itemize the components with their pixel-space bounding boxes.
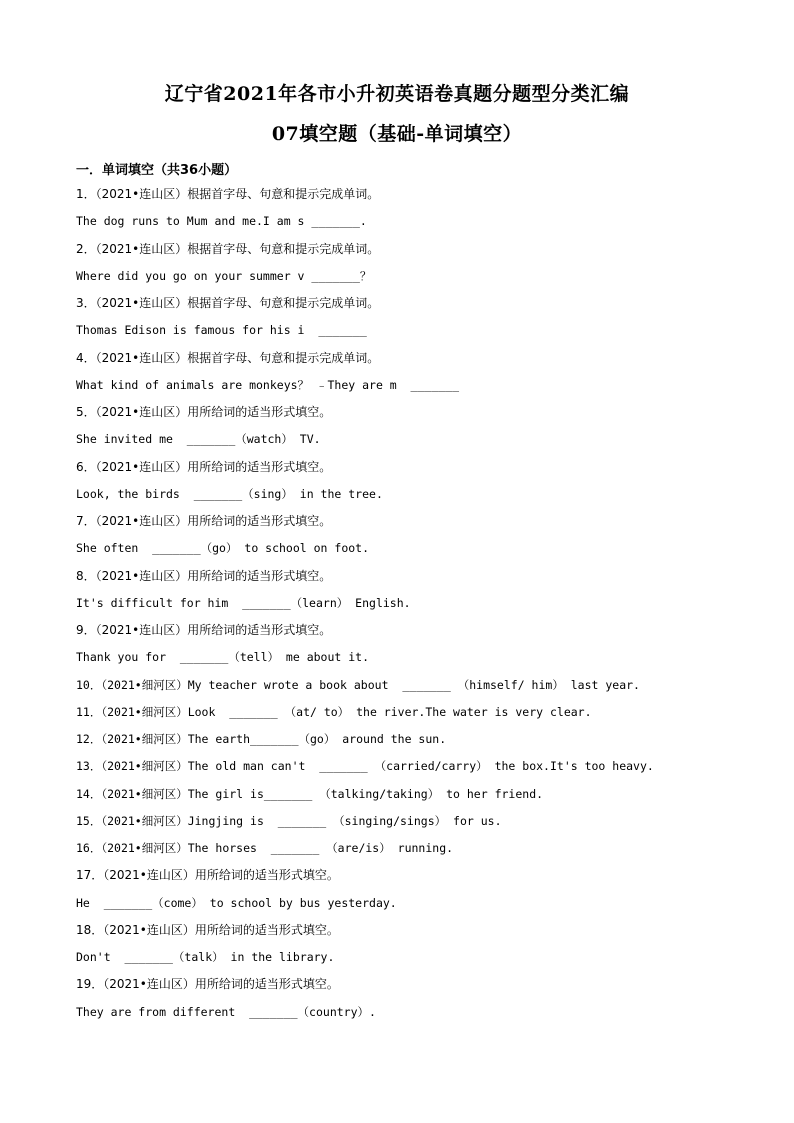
question-sentence: What kind of animals are monkeys？ ﹣They are m _______ [76,377,460,392]
question-prompt: 8．（2021•连山区）用所给词的适当形式填空。 [76,568,332,583]
question-prompt: 2．（2021•连山区）根据首字母、句意和提示完成单词。 [76,241,380,256]
document-title: 辽宁省2021年各市小升初英语卷真题分题型分类汇编 [164,83,630,105]
question-sentence: 14．（2021•细河区）The girl is_______ （talking/taking） to her friend. [76,786,544,801]
question-sentence: Thank you for _______（tell） me about it. [76,650,370,665]
question-sentence: Don't _______（talk） in the library. [76,950,335,964]
question-sentence: He _______（come） to school by bus yesterday. [76,895,397,910]
question-sentence: Look, the birds _______（sing） in the tree. [76,486,383,501]
question-sentence: 12．（2021•细河区）The earth_______（go） around the sun. [76,732,447,746]
question-prompt: 17．（2021•连山区）用所给词的适当形式填空。 [76,868,339,883]
question-prompt: 5．（2021•连山区）用所给词的适当形式填空。 [76,405,332,419]
question-sentence: 10．（2021•细河区）My teacher wrote a book about _______ （himself/ him） last year. [76,677,640,692]
question-prompt: 3．（2021•连山区）根据首字母、句意和提示完成单词。 [76,296,380,310]
question-sentence: The dog runs to Mum and me.I am s _______. [76,214,367,229]
question-prompt: 4．（2021•连山区）根据首字母、句意和提示完成单词。 [76,350,380,365]
question-sentence: 15．（2021•细河区）Jingjing is _______ （singing/sings） for us. [76,813,502,828]
question-sentence: Thomas Edison is famous for his i _______ [76,323,367,338]
question-sentence: 13．（2021•细河区）The old man can't _______ （carried/carry） the box.It's too heavy. [76,759,654,774]
section-heading: 一．单词填空（共36小题） [76,163,238,178]
question-sentence: 16．（2021•细河区）The horses _______ （are/is） running. [76,841,454,855]
question-sentence: She often _______（go） to school on foot. [76,541,370,556]
question-sentence: 11．（2021•细河区）Look _______ （at/ to） the river.The water is very clear. [76,704,592,719]
question-sentence: They are from different _______（country）. [76,1004,376,1019]
question-sentence: Where did you go on your summer v _______？ [76,268,372,283]
question-prompt: 6．（2021•连山区）用所给词的适当形式填空。 [76,459,332,474]
document-subtitle: 07填空题（基础-单词填空） [271,123,523,145]
question-sentence: She invited me _______（watch） TV. [76,432,321,447]
question-prompt: 9．（2021•连山区）用所给词的适当形式填空。 [76,623,332,637]
question-prompt: 7．（2021•连山区）用所给词的适当形式填空。 [76,514,332,528]
question-prompt: 19．（2021•连山区）用所给词的适当形式填空。 [76,977,339,992]
question-prompt: 18．（2021•连山区）用所给词的适当形式填空。 [76,922,339,937]
question-prompt: 1．（2021•连山区）根据首字母、句意和提示完成单词。 [76,187,380,201]
question-sentence: It's difficult for him _______（learn） English. [76,595,411,610]
